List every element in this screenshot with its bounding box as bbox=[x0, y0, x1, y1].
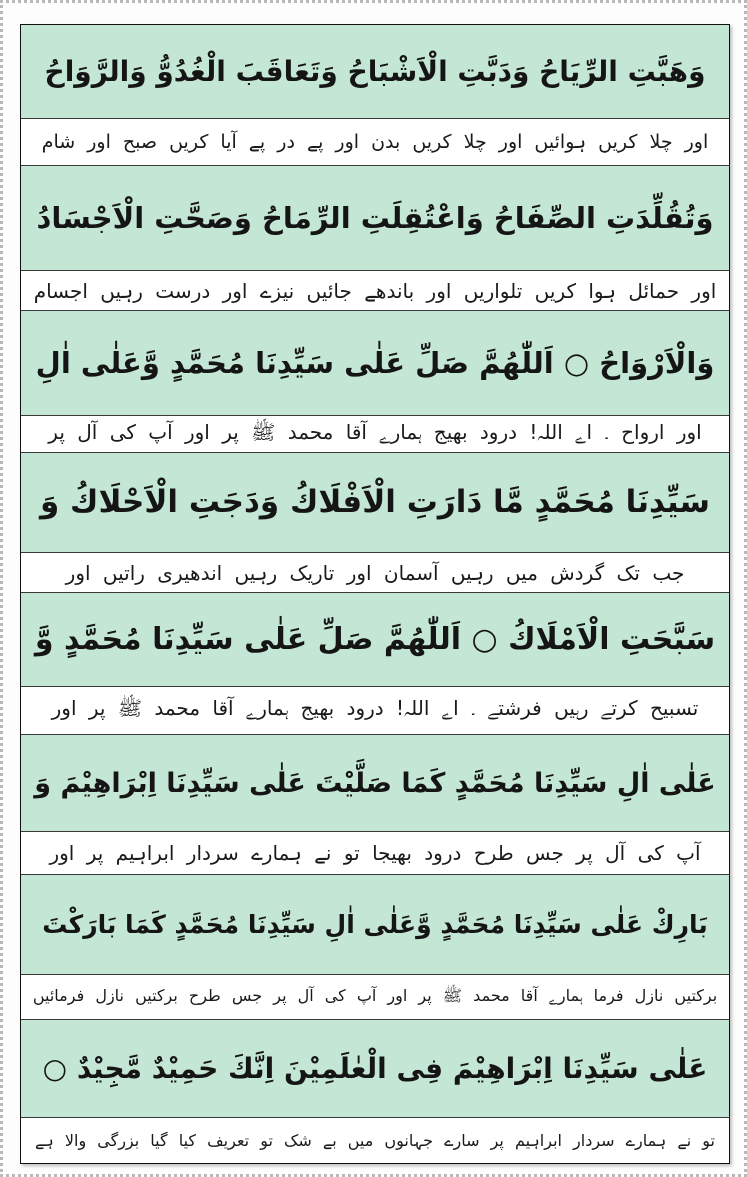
urdu-line-6 bbox=[21, 832, 729, 875]
urdu-line-5 bbox=[21, 687, 729, 735]
urdu-line-7 bbox=[21, 975, 729, 1020]
arabic-line-3 bbox=[21, 311, 729, 416]
arabic-text: وَالْاَرْوَاحُ ○ اَللّٰهُمَّ صَلِّ عَلٰى سَيِّدِنَا مُحَمَّدٍ وَّعَلٰى اٰلِ bbox=[35, 345, 715, 380]
arabic-text: وَتُقُلِّدَتِ الصِّفَاحُ وَاعْتُقِلَتِ الرِّمَاحُ وَصَحَّتِ الْاَجْسَادُ bbox=[36, 200, 714, 235]
urdu-text: اور چلا کریں ہوائیں اور چلا کریں بدن اور پے در پے آیا کریں صبح اور شام bbox=[41, 131, 709, 153]
arabic-line-7 bbox=[21, 875, 729, 975]
arabic-text: عَلٰى سَيِّدِنَا اِبْرَاهِيْمَ فِى الْعٰلَمِيْنَ اِنَّكَ حَمِيْدٌ مَّجِيْدٌ ○ bbox=[42, 1051, 708, 1085]
urdu-line-1 bbox=[21, 119, 729, 166]
arabic-text: وَهَبَّتِ الرِّيَاحُ وَدَبَّتِ الْاَشْبَاحُ وَتَعَاقَبَ الْغُدُوُّ وَالرَّوَاحُ bbox=[44, 54, 706, 88]
urdu-text: اور ارواح ۔ اے اللہ! درود بھیج ہمارے آقا محمد ﷺ پر اور آپ کی آل پر bbox=[48, 419, 702, 444]
arabic-text: سَبَّحَتِ الْاَمْلَاكُ ○ اَللّٰهُمَّ صَلِّ عَلٰى سَيِّدِنَا مُحَمَّدٍ وَّ bbox=[34, 621, 716, 657]
arabic-line-5 bbox=[21, 593, 729, 687]
urdu-line-3 bbox=[21, 416, 729, 453]
arabic-line-8 bbox=[21, 1020, 729, 1118]
arabic-text: عَلٰى اٰلِ سَيِّدِنَا مُحَمَّدٍ كَمَا صَلَّيْتَ عَلٰى سَيِّدِنَا اِبْرَاهِيْمَ وَ bbox=[34, 767, 716, 799]
urdu-line-4 bbox=[21, 553, 729, 593]
urdu-line-2 bbox=[21, 271, 729, 311]
urdu-line-8 bbox=[21, 1118, 729, 1163]
urdu-text: تسبیح کرتے رہیں فرشتے ۔ اے اللہ! درود بھیج ہمارے آقا محمد ﷺ پر اور bbox=[51, 696, 699, 720]
urdu-text: اور حمائل ہوا کریں تلواریں اور باندھے جائیں نیزے اور درست رہیں اجسام bbox=[33, 278, 717, 303]
urdu-text: جب تک گردش میں رہیں آسمان اور تاریک رہیں اندھیری راتیں اور bbox=[65, 560, 685, 585]
urdu-text: آپ کی آل پر جس طرح درود بھیجا تو نے ہمارے سردار ابراہیم پر اور bbox=[49, 841, 701, 865]
text-panel bbox=[20, 24, 730, 1164]
arabic-line-2 bbox=[21, 166, 729, 271]
arabic-text: سَيِّدِنَا مُحَمَّدٍ مَّا دَارَتِ الْاَفْلَاكُ وَدَجَتِ الْاَحْلَاكُ وَ bbox=[39, 484, 711, 520]
urdu-text: تو نے ہمارے سردار ابراہیم پر سارے جہانوں میں بے شک تو تعریف کیا گیا بزرگی والا ہے bbox=[35, 1131, 715, 1150]
arabic-line-1 bbox=[21, 25, 729, 119]
arabic-line-6 bbox=[21, 735, 729, 832]
arabic-text: بَارِكْ عَلٰى سَيِّدِنَا مُحَمَّدٍ وَّعَلٰى اٰلِ سَيِّدِنَا مُحَمَّدٍ كَمَا بَارَكْتَ bbox=[42, 910, 708, 939]
urdu-text: برکتیں نازل فرما ہمارے آقا محمد ﷺ پر اور آپ کی آل پر جس طرح برکتیں نازل فرمائیں bbox=[32, 985, 718, 1005]
arabic-line-4 bbox=[21, 453, 729, 553]
